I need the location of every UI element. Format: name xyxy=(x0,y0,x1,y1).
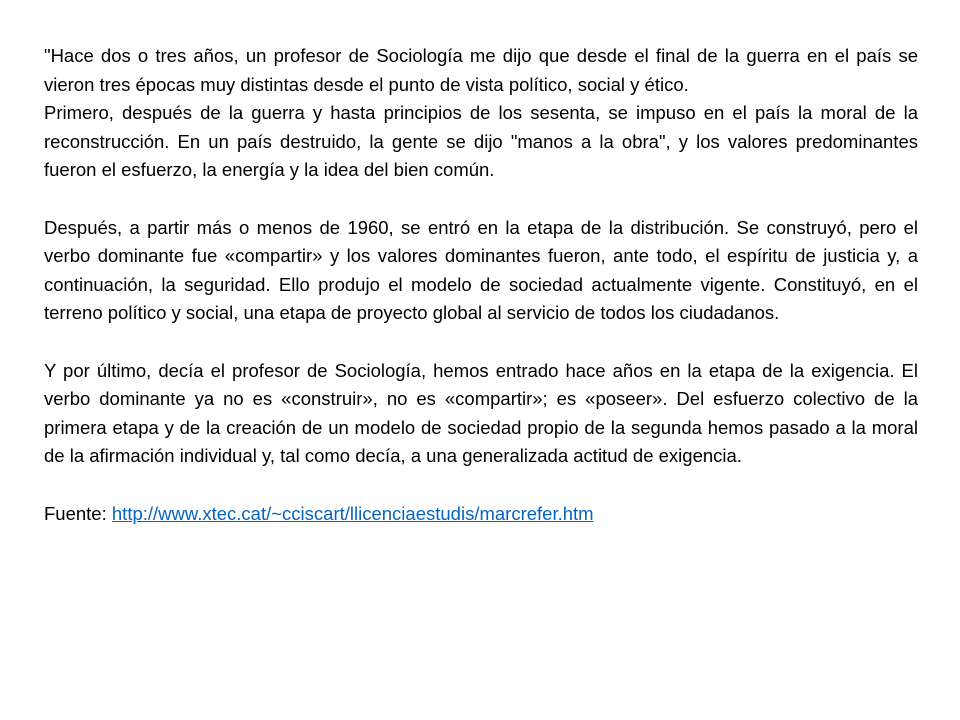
paragraph-intro: "Hace dos o tres años, un profesor de Sociología me dijo que desde el final de la guerra en el país se vieron tres épocas muy distintas desde el punto de vista político, social y ético. xyxy=(44,45,918,95)
paragraph-spacer xyxy=(44,328,918,357)
source-line xyxy=(44,500,918,529)
paragraph-distribution: Después, a partir más o menos de 1960, se entró en la etapa de la distribución. Se construyó, pero el verbo dominante fue «compartir» y los valores dominantes fueron, ante todo, el espíritu de justicia y, a continuación, la seguridad. Ello produjo el modelo de sociedad actualmente vigente. Constituyó, en el terreno político y social, una etapa de proyecto global al servicio de todos los ciudadanos. xyxy=(44,216,918,324)
paragraph-reconstruction: Primero, después de la guerra y hasta principios de los sesenta, se impuso en el país la moral de la reconstrucción. En un país destruido, la gente se dijo "manos a la obra", y los valores predominantes fueron el esfuerzo, la energía y la idea del bien común. xyxy=(44,102,918,181)
paragraph-spacer xyxy=(44,471,918,500)
source-label: Fuente: xyxy=(44,502,112,524)
paragraph-exigency: Y por último, decía el profesor de Sociología, hemos entrado hace años en la etapa de la exigencia. El verbo dominante ya no es «construir», no es «compartir»; es «poseer». Del esfuerzo colectivo de la primera etapa y de la creación de un modelo de sociedad propio de la segunda hemos pasado a la moral de la afirmación individual y, tal como decía, a una generalizada actitud de exigencia. xyxy=(44,359,918,467)
slide-body xyxy=(44,42,918,528)
paragraph-spacer xyxy=(44,185,918,214)
source-link[interactable]: http://www.xtec.cat/~cciscart/llicenciaestudis/marcrefer.htm xyxy=(111,502,594,524)
